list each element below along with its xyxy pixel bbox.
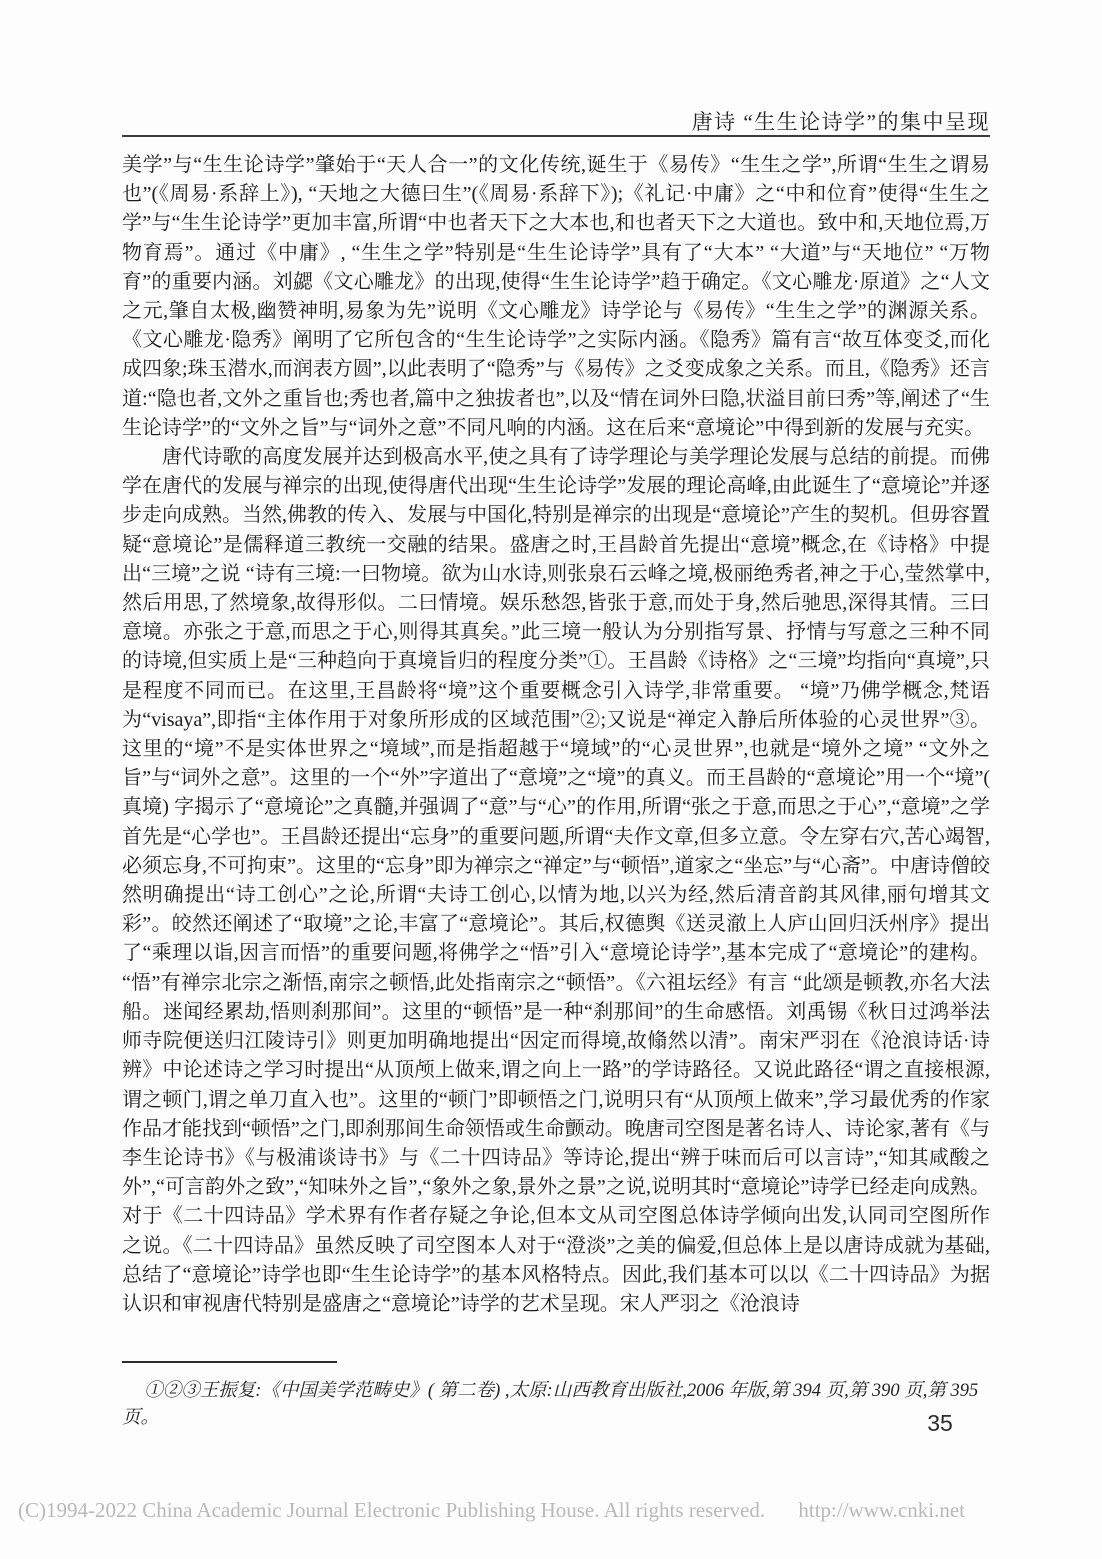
page-number: 35: [927, 1410, 953, 1436]
running-head-title: 唐诗 “生生论诗学”的集中呈现: [691, 110, 990, 134]
copyright-notice: (C)1994-2022 China Academic Journal Electronic Publishing House. All rights reserved.: [18, 1498, 766, 1522]
paragraph: 美学”与“生生论诗学”肇始于“天人合一”的文化传统,诞生于《易传》“生生之学”,所谓“生生之谓易也”(《周易·系辞上》), “天地之大德曰生”(《周易·系辞下》);《礼记·中庸》之“中和位育”使得“生生之学”与“生生论诗学”更加丰富,所谓“中也者天下之大本也,和也者天下之大道也。致中和,天地位焉,万物育焉”。通过《中庸》, “生生之学”特别是“生生论诗学”具有了“大本” “大道”与“天地位” “万物育”的重要内涵。刘勰《文心雕龙》的出现,使得“生生论诗学”趋于确定。《文心雕龙·原道》之“人文之元,肇自太极,幽赞神明,易象为先”说明《文心雕龙》诗学论与《易传》“生生之学”的渊源关系。《文心雕龙·隐秀》阐明了它所包含的“生生论诗学”之实际内涵。《隐秀》篇有言“故互体变爻,而化成四象;珠玉潜水,而润表方圆”,以此表明了“隐秀”与《易传》之爻变成象之关系。而且,《隐秀》还言道:“隐也者,文外之重旨也;秀也者,篇中之独拔者也”,以及“情在词外曰隐,状溢目前曰秀”等,阐述了“生生论诗学”的“文外之旨”与“词外之意”不同凡响的内涵。这在后来“意境论”中得到新的发展与充实。: [122, 154, 990, 439]
footnote-text: ①②③王振复:《中国美学范畴史》( 第二卷) ,太原:山西教育出版社,2006 年版,第 394 页,第 390 页,第 395 页。: [122, 1381, 979, 1428]
cnki-url: http://www.cnki.net: [798, 1498, 965, 1522]
paragraph: 唐代诗歌的高度发展并达到极高水平,使之具有了诗学理论与美学理论发展与总结的前提。而佛学在唐代的发展与禅宗的出现,使得唐代出现“生生论诗学”发展的理论高峰,由此诞生了“意境论”并逐步走向成熟。当然,佛教的传入、发展与中国化,特别是禅宗的出现是“意境论”产生的契机。但毋容置疑“意境论”是儒释道三教统一交融的结果。盛唐之时,王昌龄首先提出“意境”概念,在《诗格》中提出“三境”之说 “诗有三境:一曰物境。欲为山水诗,则张泉石云峰之境,极丽绝秀者,神之于心,莹然掌中,然后用思,了然境象,故得形似。二曰情境。娱乐愁怨,皆张于意,而处于身,然后驰思,深得其情。三曰意境。亦张之于意,而思之于心,则得其真矣。”此三境一般认为分别指写景、抒情与写意之三种不同的诗境,但实质上是“三种趋向于真境旨归的程度分类”①。王昌龄《诗格》之“三境”均指向“真境”,只是程度不同而已。在这里,王昌龄将“境”这个重要概念引入诗学,非常重要。 “境”乃佛学概念,梵语为“visaya”,即指“主体作用于对象所形成的区域范围”②;又说是“禅定入静后所体验的心灵世界”③。这里的“境”不是实体世界之“境域”,而是指超越于“境域”的“心灵世界”,也就是“境外之境” “文外之旨”与“词外之意”。这里的一个“外”字道出了“意境”之“境”的真义。而王昌龄的“意境论”用一个“境”( 真境) 字揭示了“意境论”之真髓,并强调了“意”与“心”的作用,所谓“张之于意,而思之于心”,“意境”之学首先是“心学也”。王昌龄还提出“忘身”的重要问题,所谓“夫作文章,但多立意。令左穿右穴,苦心竭智,必须忘身,不可拘束”。这里的“忘身”即为禅宗之“禅定”与“顿悟”,道家之“坐忘”与“心斋”。中唐诗僧皎然明确提出“诗工创心”之论,所谓“夫诗工创心,以情为地,以兴为经,然后清音韵其风律,丽句增其文彩”。皎然还阐述了“取境”之论,丰富了“意境论”。其后,权德舆《送灵澈上人庐山回归沃州序》提出了“乘理以诣,因言而悟”的重要问题,将佛学之“悟”引入“意境论诗学”,基本完成了“意境论”的建构。 “悟”有禅宗北宗之渐悟,南宗之顿悟,此处指南宗之“顿悟”。《六祖坛经》有言 “此颂是顿教,亦名大法船。迷闻经累劫,悟则刹那间”。这里的“顿悟”是一种“刹那间”的生命感悟。刘禹锡《秋日过鸿举法师寺院便送归江陵诗引》则更加明确地提出“因定而得境,故翛然以清”。南宋严羽在《沧浪诗话·诗辨》中论述诗之学习时提出“从顶颅上做来,谓之向上一路”的学诗路径。又说此路径“谓之直接根源,谓之顿门,谓之单刀直入也”。这里的“顿门”即顿悟之门,说明只有“从顶颅上做来”,学习最优秀的作家作品才能找到“顿悟”之门,即刹那间生命领悟或生命颤动。晚唐司空图是著名诗人、诗论家,著有《与李生论诗书》《与极浦谈诗书》与《二十四诗品》等诗论,提出“辨于味而后可以言诗”,“知其咸酸之外”,“可言韵外之致”,“知味外之旨”,“象外之象,景外之景”之说,说明其时“意境论”诗学已经走向成熟。对于《二十四诗品》学术界有作者存疑之争论,但本文从司空图总体诗学倾向出发,认同司空图所作之说。《二十四诗品》虽然反映了司空图本人对于“澄淡”之美的偏爱,但总体上是以唐诗成就为基础,总结了“意境论”诗学也即“生生论诗学”的基本风格特点。因此,我们基本可以以《二十四诗品》为据认识和审视唐代特别是盛唐之“意境论”诗学的艺术呈现。宋人严羽之《沧浪诗: [122, 446, 990, 1315]
footnote-separator: [122, 1361, 337, 1363]
article-body: [122, 151, 990, 1353]
header-rule: [122, 135, 990, 137]
footer-watermark: [18, 1498, 1088, 1523]
